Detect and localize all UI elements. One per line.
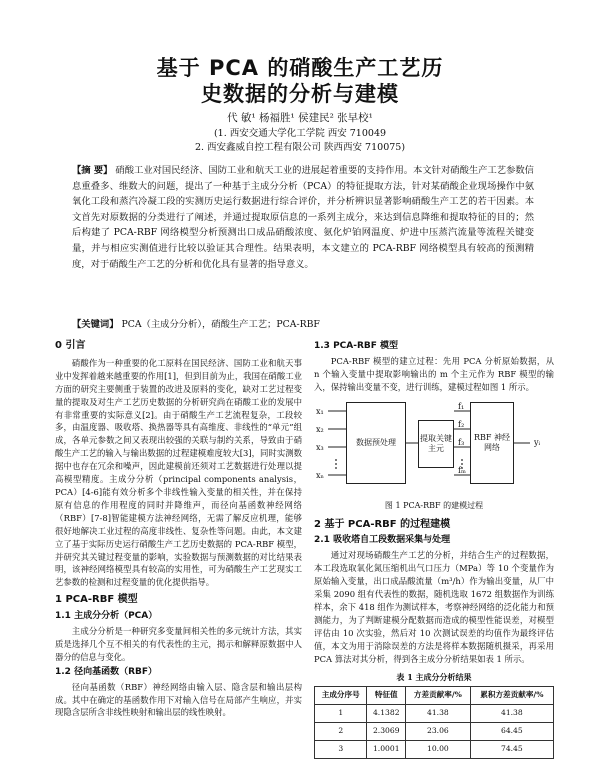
table-cell: 74.45: [470, 741, 553, 759]
table-row: [315, 705, 554, 723]
figure-1: [314, 398, 554, 498]
fig-comp-f2: f₂: [458, 419, 465, 429]
keywords-label: 【关键词】: [72, 319, 119, 330]
fig-input-xn: xₙ: [316, 470, 324, 480]
keywords: [72, 316, 534, 330]
section-1-1-heading: 1.1 主成分分析（PCA）: [55, 611, 158, 622]
section-1-3-body: PCA-RBF 模型的建立过程：先用 PCA 分析原始数据，从 n 个输入变量中提取影响输出的 m 个主元作为 RBF 模型的输入，保持输出变量不变，进行训练，建模过程如图 1 所示。: [314, 355, 554, 392]
affiliation-1: (1. 西安交通大学化工学院 西安 710049: [213, 128, 387, 139]
fig-input-x1: x₁: [316, 406, 324, 416]
table-cell: 2: [315, 723, 367, 741]
section-1-heading: 1 PCA-RBF 模型: [55, 594, 138, 606]
section-0-body: 硝酸作为一种重要的化工原料在国民经济、国防工业和航天事业中发挥着越来越重要的作用[1]，但到目前为止，我国在硝酸工业方面的研究主要侧重于装置的改进及原料的变化，缺对工艺过程变量的提取及对生产工艺历史数据的分析研究尚在硝酸工业的发展中有非常重要的实际意义[2]。由于硝酸生产工艺流程复杂，工段较多，由温度器、吸收塔、换热器等具有高维度、非线性的“单元”组成，各单元参数之间又表现出较强的关联与制约关系，导致由于硝酸生产工艺的输入与输出数据的过程建模难度较大[3]，同时实测数据中也存在冗余和噪声，因此建模前还须对工艺数据进行处理以提高模型精度。主成分分析（principal components analysis，PCA）[4-6]能有效分析多个非线性输入变量的相关性，并在保持原有信息的作用程度的同时并降维声，而径向基函数神经网络（RBF）[7-8]智能建模方法神经网络，无需了解反应机理，能够很好地解决工业过程的高度非线性、复杂性等问题。由此，本文建立了基于实际历史运行硝酸生产工艺历史数据的 PCA-RBF 模型，并研究其关键过程变量的影响，实验数据与预测数据的对比结果表明，该神经网络模型具有较高的实用性，可为硝酸生产工艺现实工艺参数的检测和过程变量的优化提供指导。: [55, 357, 302, 588]
paper-title-line1: 基于 PCA 的硝酸生产工艺历: [156, 56, 444, 80]
fig-box-preprocess: 数据预处理: [346, 402, 406, 484]
table-cell: 2.3069: [367, 723, 406, 741]
fig-input-x3: x₃: [316, 442, 324, 452]
table-row: [315, 741, 554, 759]
table-cell: 23.06: [406, 723, 471, 741]
table-cell: 1: [315, 705, 367, 723]
section-1-2-body: 径向基函数（RBF）神经网络由输入层、隐含层和输出层构成。其中在确定的基函数作用下对输入信号在局部产生响应，并实现隐含层所含非线性映射和输出层的线性映射。: [55, 681, 302, 718]
section-1-2-heading: 1.2 径向基函数（RBF）: [55, 666, 158, 677]
table-cell: 10.00: [406, 741, 471, 759]
abstract: [72, 163, 534, 272]
paper-title-line2: 史数据的分析与建模: [201, 82, 399, 106]
table-1: [314, 686, 554, 759]
affiliation-2: 2. 西安鑫威自控工程有限公司 陕西西安 710075): [194, 142, 406, 153]
table-row: [315, 723, 554, 741]
fig-comp-f3: f₃: [458, 437, 465, 447]
table-header-row: [315, 687, 554, 705]
table-cell: 41.38: [470, 705, 553, 723]
table-cell: 41.38: [406, 705, 471, 723]
abstract-label: 【摘 要】: [72, 165, 113, 176]
table-header-cell: 累积方差贡献率/%: [470, 687, 553, 705]
fig-box-rbf: RBF 神经网络: [470, 402, 514, 484]
section-2-1-heading: 2.1 吸收塔自工段数据采集与处理: [314, 535, 451, 546]
section-0-heading: 0 引言: [55, 340, 86, 351]
table-header-cell: 主成分序号: [315, 687, 367, 705]
table-header-cell: 特征值: [367, 687, 406, 705]
right-column: [314, 340, 554, 759]
fig-comp-f1: f₁: [458, 401, 465, 411]
fig-input-x2: x₂: [316, 424, 324, 434]
section-1-1-body: 主成分分析是一种研究多变量间相关性的多元统计方法，其实质是选择几个互不相关的有代表性的主元，揭示和解释原数据中人器分的信息与变化。: [55, 626, 302, 662]
fig-output-y: yᵢ: [534, 437, 541, 447]
keywords-text: PCA（主成分分析），硝酸生产工艺；PCA-RBF: [121, 319, 320, 330]
section-1-3-heading: 1.3 PCA-RBF 模型: [314, 341, 399, 351]
section-2-heading: 2 基于 PCA-RBF 的过程建模: [314, 518, 451, 530]
table-cell: 3: [315, 741, 367, 759]
fig-comp-fm: fₘ: [458, 465, 466, 475]
section-2-1-body: 通过对现场硝酸生产工艺的分析，并结合生产的过程数据，本工段选取氧化氮压缩机出气口压力（MPa）等 10 个变量作为原始输入变量，出口成品酸流量（m³/h）作为输出变量，从厂中采集 2090 组有代表性的数据，随机选取 1672 组数据作为训练样本，余下 418 组作为测试样本，考察神经网络的泛化能力和预测能力，为了判断建模分配数据而造成的模型性能误差，对模型评估由 10 次实验，然后对 10 次测试误差的均值作为最终评估值，本文为用于消除误差的方法是将样本数据随机摄采，再采用 PCA 算法对其分析，得到各主成分分析结果如表 1 所示。: [314, 550, 554, 664]
table-cell: 64.45: [470, 723, 553, 741]
left-column: [55, 340, 302, 719]
authors: 代 敏¹ 杨福胜¹ 侯建民² 张早校¹: [227, 112, 373, 124]
fig-box-extract: 提取关键主元: [418, 420, 454, 468]
abstract-text: 硝酸工业对国民经济、国防工业和航天工业的进展起着重要的支持作用。本文针对硝酸生产工艺参数信息重叠多、维数大的问题，提出了一种基于主成分分析（PCA）的特征提取方法，针对某硝酸企业现场操作中氨氧化工段和蒸汽冷凝工段的实测历史运行数据进行综合评价，并分析辨识显著影响硝酸生产工艺的若干因素。本文首先对原数据的分类进行了阐述，并通过提取原信息的一系列主成分，来达到信息降维和提取特征的目的；然后构建了 PCA-RBF 网络模型分析预测出口成品硝酸浓度、氨化炉铂网温度、炉进中压蒸汽流量等流程关键变量，并与相应实测值进行比较以验证其合理性。结果表明，本文建立的 PCA-RBF 网络模型具有较高的预测精度，对于硝酸生产工艺的分析和优化具有显著的指导意义。: [72, 165, 534, 270]
table-cell: 1.0001: [367, 741, 406, 759]
figure-1-caption: 图 1 PCA-RBF 的建模过程: [384, 500, 484, 510]
table-1-caption: 表 1 主成分分析结果: [396, 671, 472, 682]
table-cell: 4.1382: [367, 705, 406, 723]
table-header-cell: 方差贡献率/%: [406, 687, 471, 705]
